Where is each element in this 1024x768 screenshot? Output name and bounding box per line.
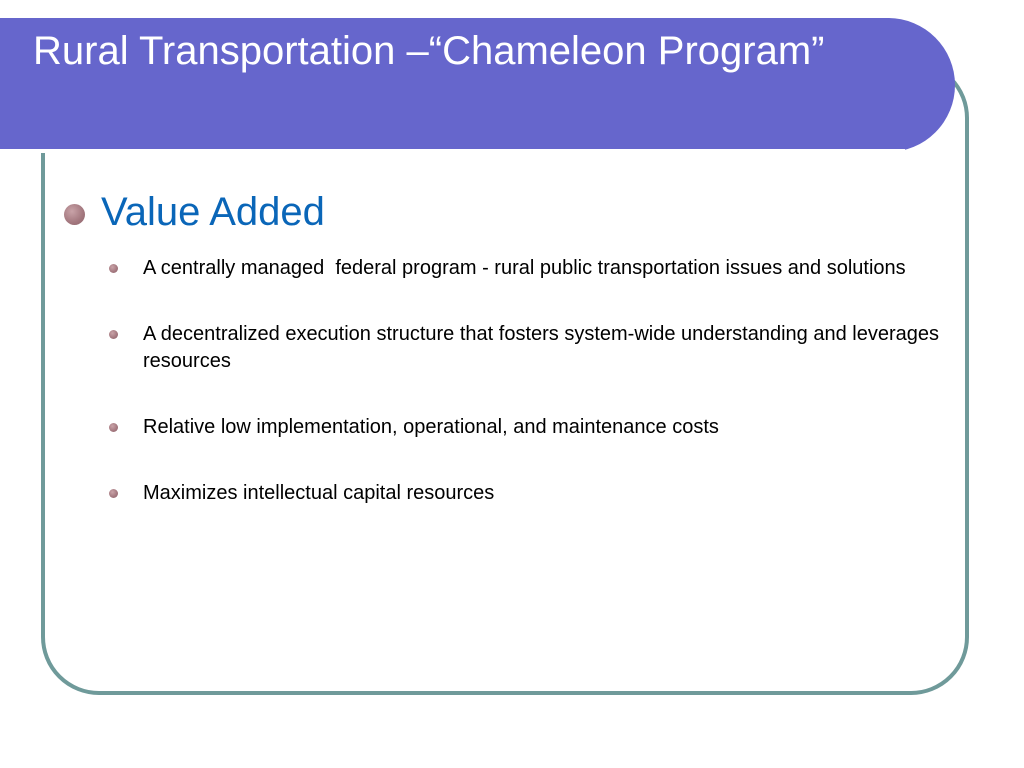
list-item-text: A centrally managed federal program - rural public transportation issues and solutions	[143, 257, 906, 279]
list-item-text: Maximizes intellectual capital resources	[143, 482, 495, 504]
bullet-icon	[109, 330, 118, 339]
bullet-icon	[109, 423, 118, 432]
list-item-text: Relative low implementation, operational, and maintenance costs	[143, 416, 719, 438]
title-divider	[0, 149, 905, 153]
list-item	[104, 414, 964, 441]
section-heading-row	[64, 188, 325, 236]
list-item	[104, 255, 964, 282]
bullet-icon	[64, 204, 85, 225]
list-item	[104, 321, 964, 375]
bullet-icon	[109, 489, 118, 498]
list-item	[104, 480, 964, 507]
bullet-list	[104, 255, 964, 507]
bullet-icon	[109, 264, 118, 273]
section-heading: Value Added	[101, 190, 325, 234]
list-item-text: A decentralized execution structure that fosters system-wide understanding and leverages resources	[143, 323, 945, 372]
slide-title: Rural Transportation –“Chameleon Program”	[33, 29, 825, 73]
